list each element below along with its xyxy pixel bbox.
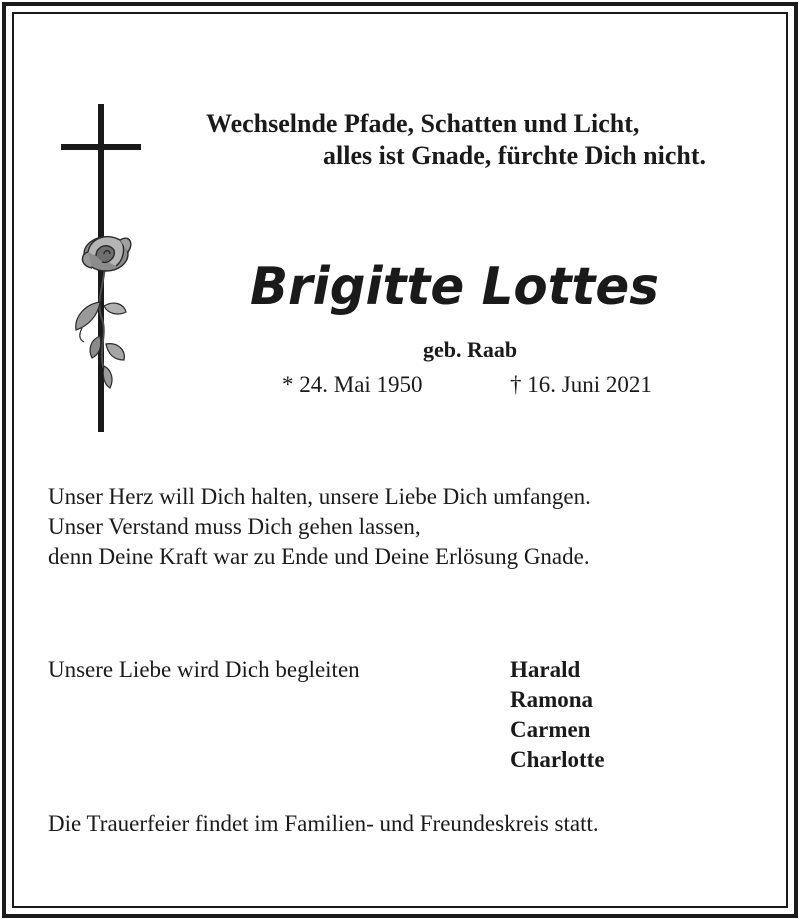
motto-line-1: Wechselnde Pfade, Schatten und Licht, [206, 109, 640, 138]
poem-line: Unser Verstand muss Dich gehen lassen, [48, 514, 421, 539]
poem [48, 482, 591, 572]
signer-name: Harald [510, 657, 581, 682]
motto-line-2: alles ist Gnade, fürchte Dich nicht. [323, 141, 707, 170]
signer-name: Charlotte [510, 747, 605, 772]
maiden-name: geb. Raab [423, 337, 518, 362]
death-date: † 16. Juni 2021 [510, 372, 652, 397]
funeral-note: Die Trauerfeier findet im Familien- und Freundeskreis statt. [48, 811, 599, 836]
closing-phrase: Unsere Liebe wird Dich begleiten [48, 657, 360, 682]
cross-with-rose-icon [60, 104, 142, 434]
poem-line: denn Deine Kraft war zu Ende und Deine Erlösung Gnade. [48, 544, 590, 569]
poem-line: Unser Herz will Dich halten, unsere Liebe Dich umfangen. [48, 484, 591, 509]
signer-name: Carmen [510, 717, 591, 742]
deceased-name: Brigitte Lottes [250, 257, 659, 317]
birth-date: * 24. Mai 1950 [282, 372, 423, 397]
signer-name: Ramona [510, 687, 594, 712]
signer-list [510, 655, 605, 775]
